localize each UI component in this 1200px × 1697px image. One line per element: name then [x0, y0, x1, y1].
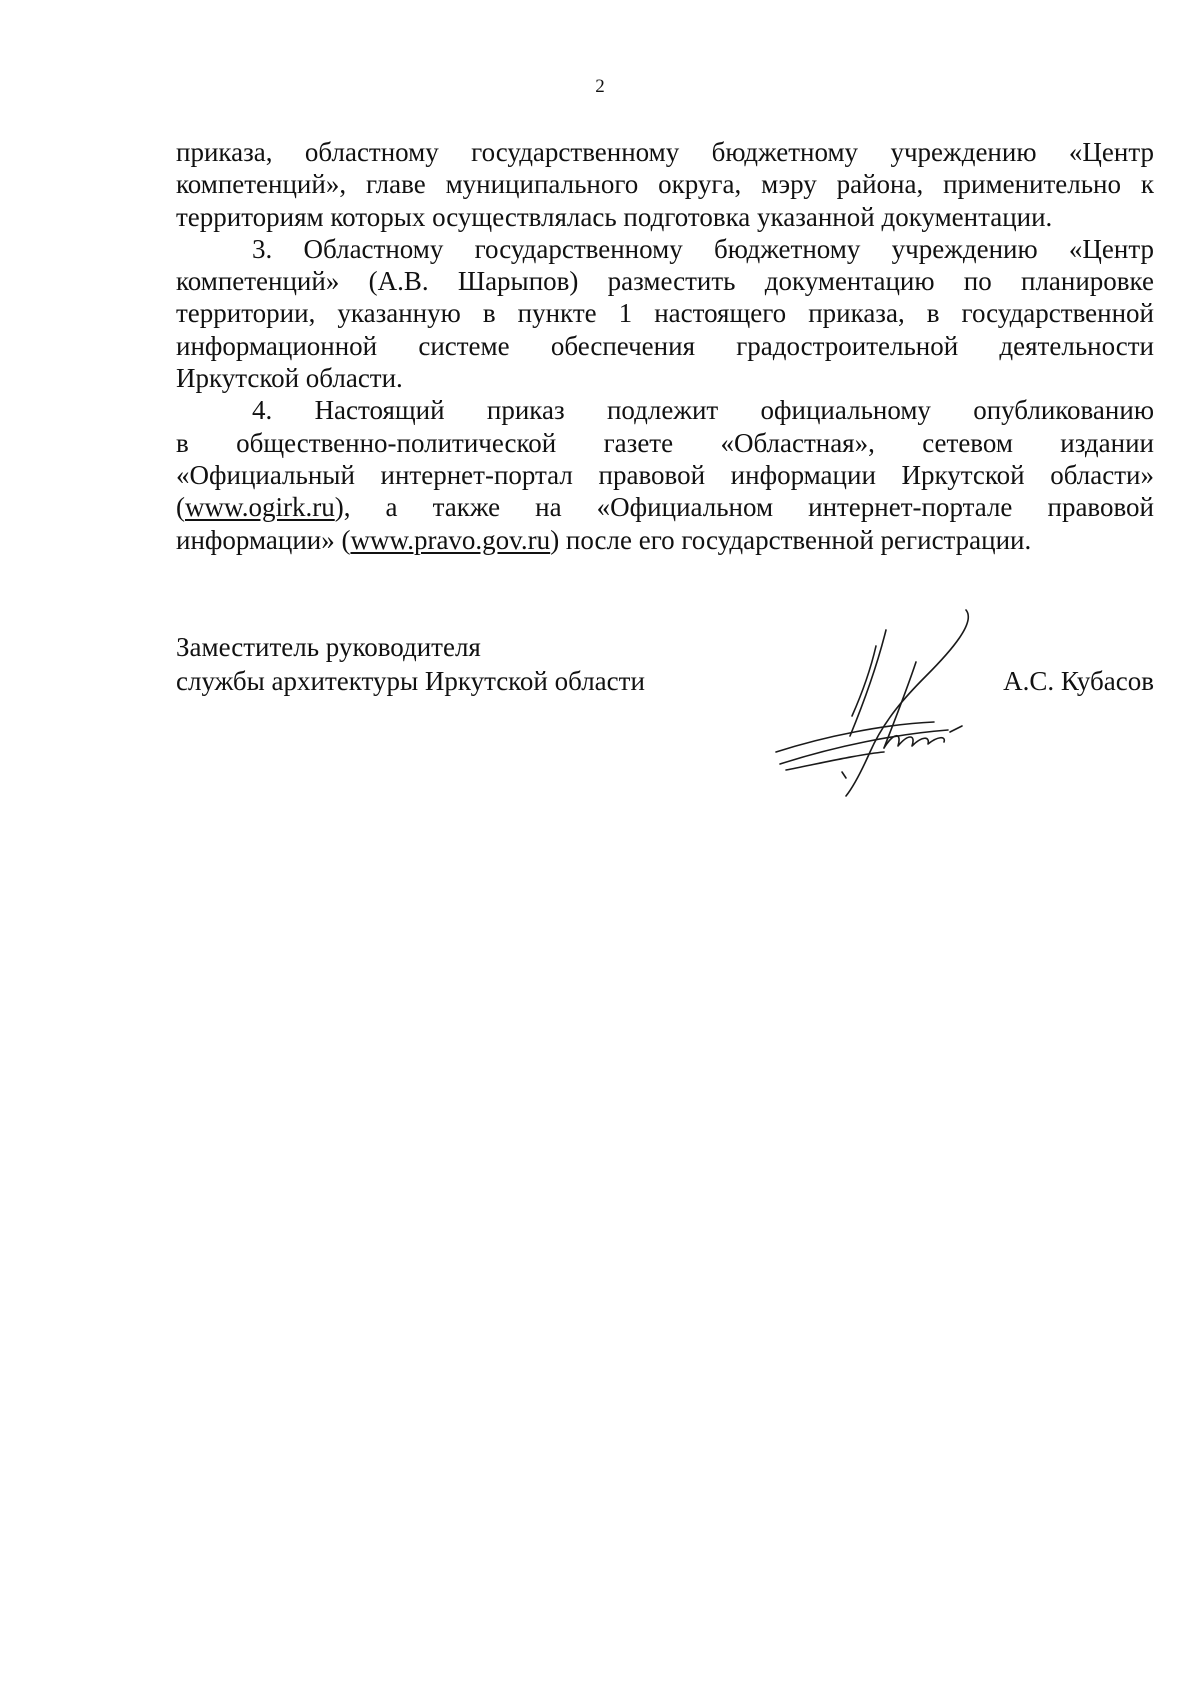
text-fragment: (	[176, 492, 185, 523]
ogirk-link[interactable]: www.ogirk.ru	[185, 492, 335, 523]
signer-position-line: Заместитель руководителя	[176, 632, 481, 662]
document-body	[176, 136, 1154, 556]
signature-block	[176, 630, 1154, 810]
pravo-link[interactable]: www.pravo.gov.ru	[350, 524, 551, 555]
text-line: «Официальный интернет-портал правовой информации Иркутской области»	[176, 459, 1154, 490]
text-line: компетенций», главе муниципального округа, мэру района, применительно к	[176, 169, 1154, 200]
text-line: 3. Областному государственному бюджетному учреждению «Центр	[252, 233, 1154, 264]
text-fragment: ), а также на «Официальном интернет-портале правовой	[334, 492, 1154, 523]
text-line: территориям которых осуществлялась подготовка указанной документации.	[176, 201, 1053, 232]
paragraph-item-3	[176, 233, 1154, 394]
handwritten-signature	[766, 602, 1006, 802]
signer-position	[176, 630, 645, 698]
text-line	[176, 524, 1154, 556]
text-fragment: информации» (	[176, 524, 351, 555]
text-fragment: ) после его государственной регистрации.	[550, 524, 1032, 555]
page-number: 2	[595, 76, 605, 97]
text-line: компетенций» (А.В. Шарыпов) разместить документацию по планировке	[176, 266, 1154, 297]
text-line: Иркутской области.	[176, 363, 403, 394]
paragraph-item-4	[176, 394, 1154, 555]
text-line	[176, 491, 1154, 523]
text-line: 4. Настоящий приказ подлежит официальному опубликованию	[252, 395, 1154, 426]
text-line: информационной системе обеспечения градостроительной деятельности	[176, 330, 1154, 361]
paragraph-continuation	[176, 136, 1154, 233]
text-line: в общественно-политической газете «Областная», сетевом издании	[176, 427, 1154, 458]
text-line: территории, указанную в пункте 1 настоящего приказа, в государственной	[176, 298, 1154, 329]
text-line: приказа, областному государственному бюджетному учреждению «Центр	[176, 137, 1154, 167]
signer-name: А.С. Кубасов	[1003, 666, 1154, 696]
signer-position-line: службы архитектуры Иркутской области	[176, 666, 645, 696]
